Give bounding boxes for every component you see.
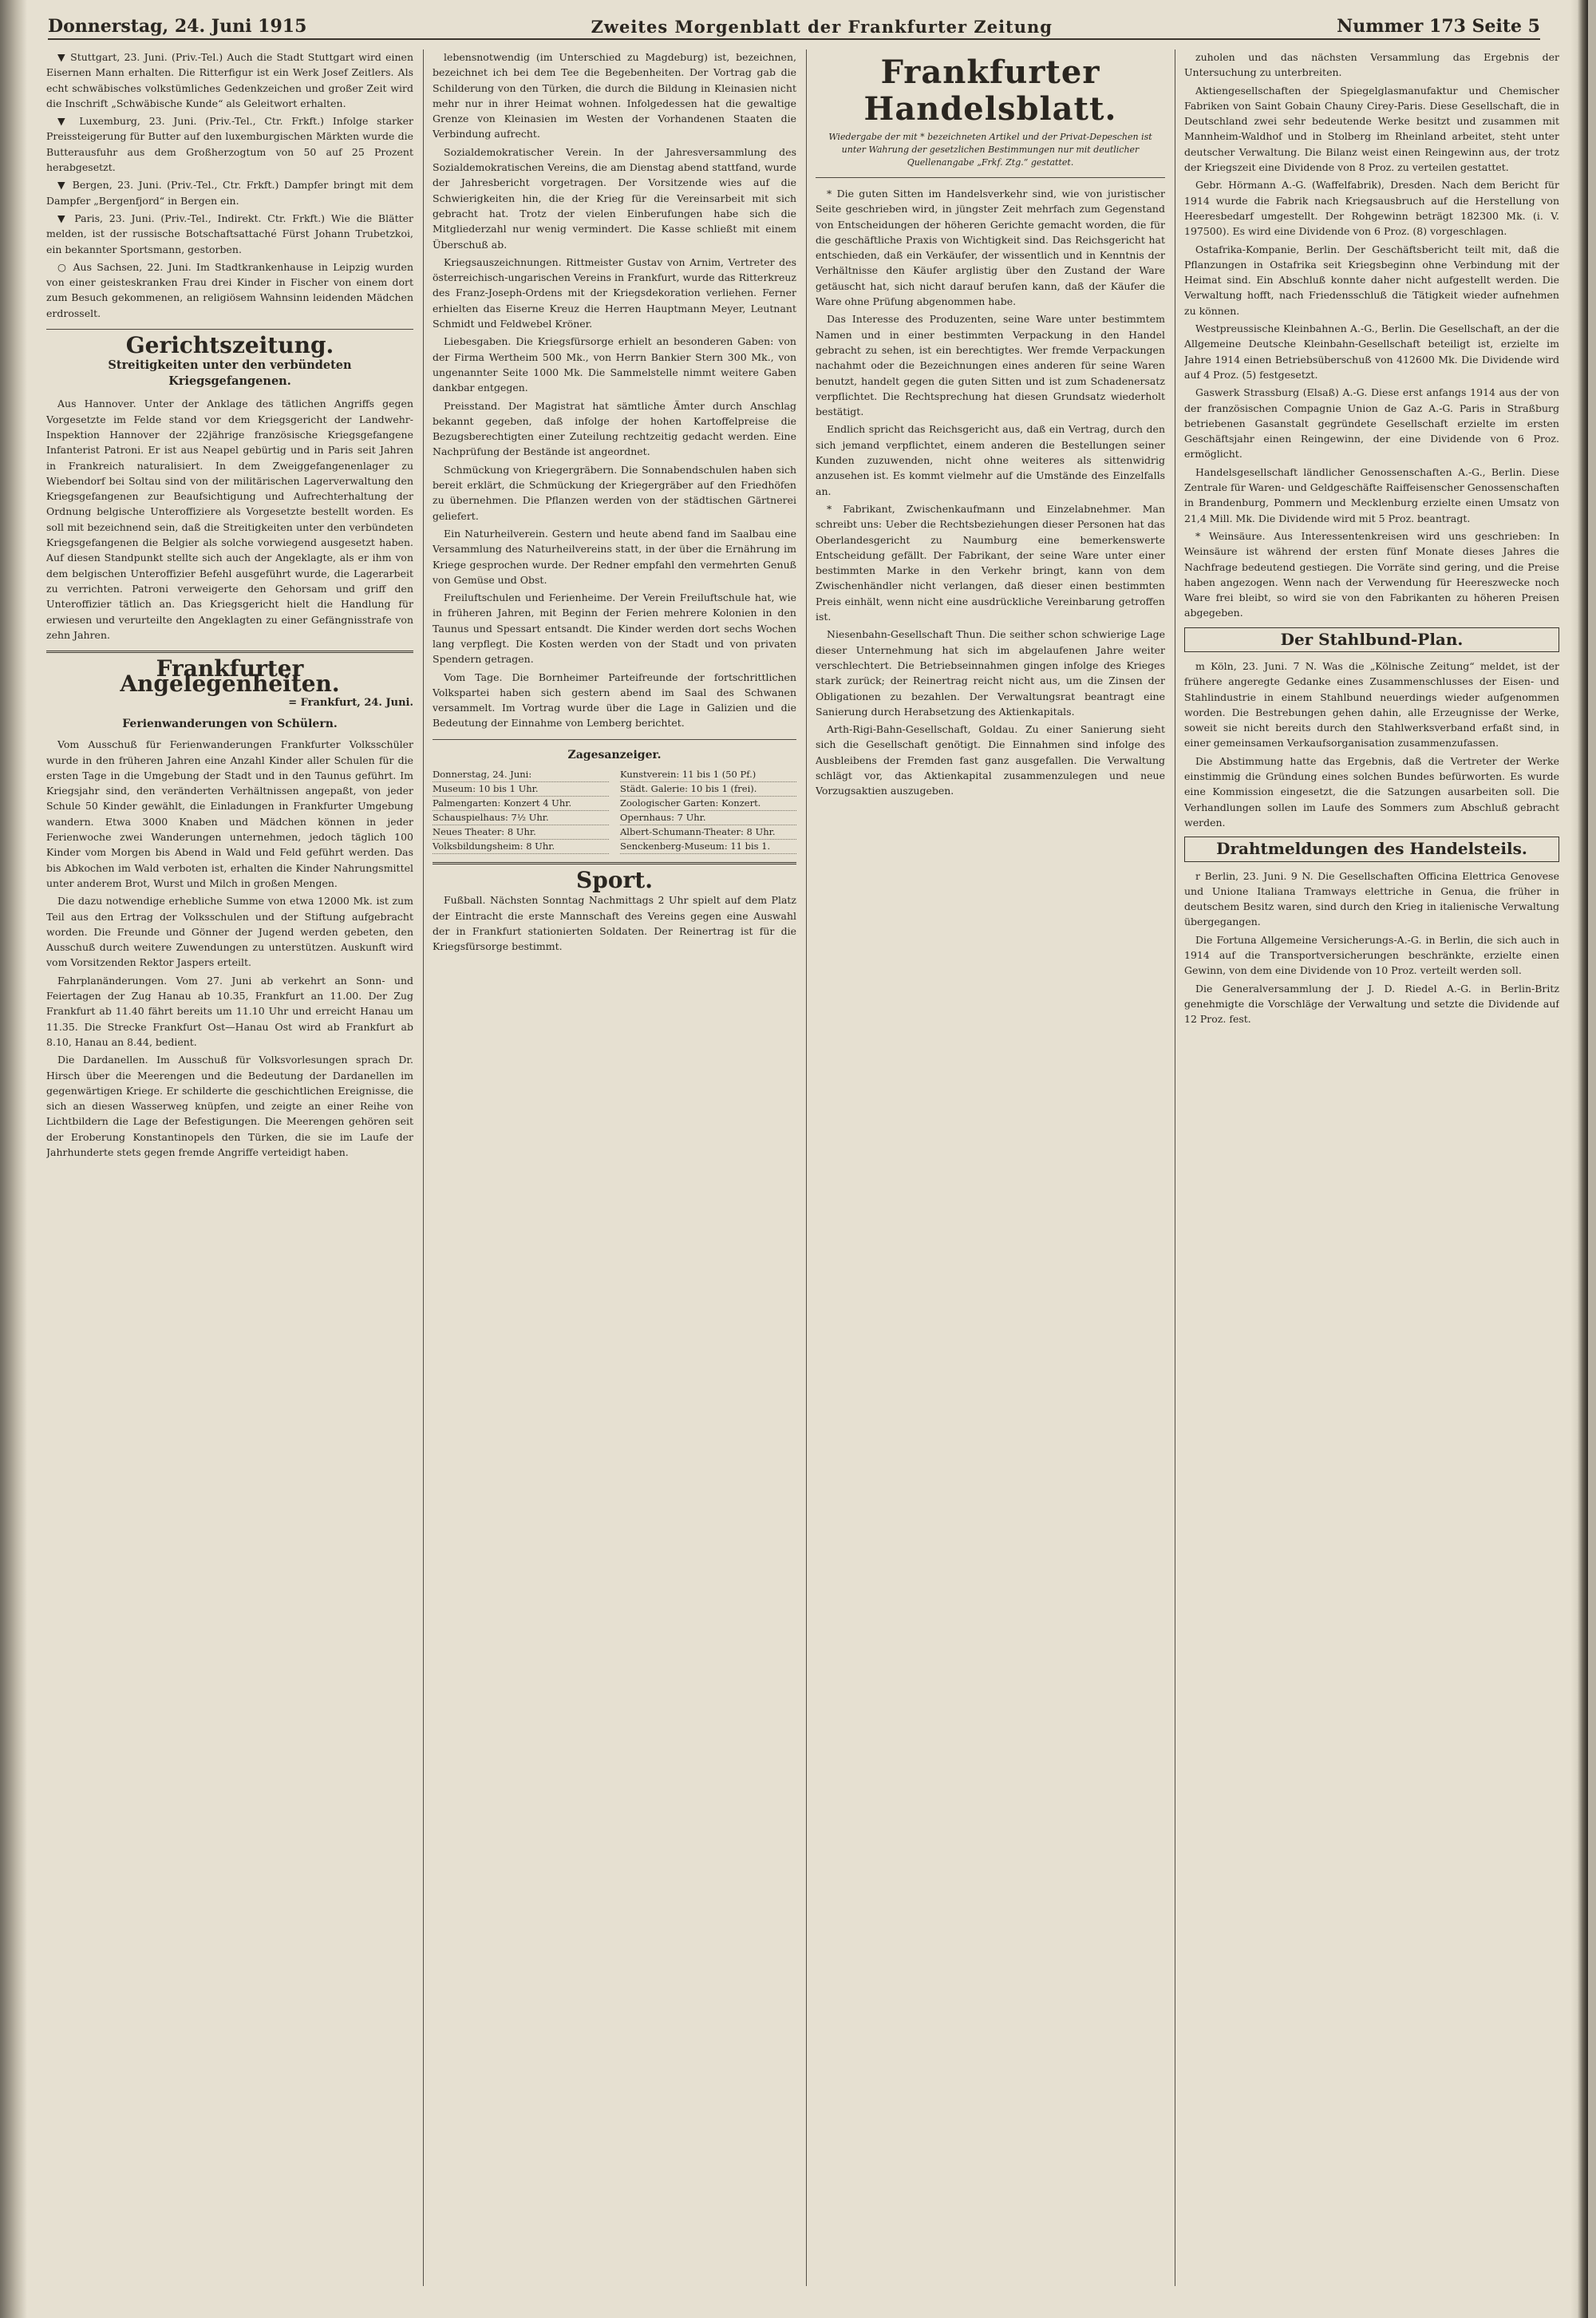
- wire-reports-title: Drahtmeldungen des Handelsteils.: [1184, 837, 1559, 861]
- article-body: Endlich spricht das Reichsgericht aus, daß ein Vertrag, durch den sich jemand verpflichtet, einem anderen die Bestellungen seiner Kunden zuzuwenden, nicht ohne weiteres als sittenwidrig anzusehen ist. Es kommt vielmehr auf die Umstände des Einzelfalls an.: [816, 423, 1165, 497]
- article-body: Freiluftschulen und Ferienheime. Der Verein Freiluftschule hat, wie in früheren Jahren, mit Beginn der Ferien mehrere Kolonien in den Taunus und Spessart entsandt. Die Kinder werden dort sechs Wochen lang verpflegt. Die Kosten werden von der Stadt und von privaten Spendern getragen.: [433, 591, 796, 666]
- binding-gutter: [0, 0, 27, 2318]
- article-body: m Köln, 23. Juni. 7 N. Was die „Kölnische Zeitung“ meldet, ist der frühere angeregte Gedanke eines Zusammenschlusses der Eisen- und Stahlindustrie in einem Stahlbund neuerdings wieder aufgenommen worden. Die Bestrebungen gehen dahin, alle Erzeugnisse der Werke, soweit sie nicht bereits durch den Stahlwerksverband erfaßt sind, in einer gemeinsamen Verkaufsorganisation zusammenzufassen.: [1184, 659, 1559, 750]
- article-body: Aktiengesellschaften der Spiegelglasmanufaktur und Chemischer Fabriken von Saint Gobain Chauny Cirey-Paris. Diese Gesellschaft, die in Deutschland zwei sehr bedeutende Werke besitzt und zusammen mit Mannheim-Waldhof und in Stolberg im Rheinland arbeitet, steht unter deutscher Verwaltung. Die Bilanz weist einen Reingewinn aus, der trotz der Kriegszeit eine Dividende von 8 Proz. zu verteilen gestattet.: [1184, 84, 1559, 174]
- article-body: zuholen und das nächsten Versammlung das Ergebnis der Untersuchung zu unterbreiten.: [1184, 51, 1559, 79]
- local-subtitle: Ferienwanderungen von Schülern.: [122, 717, 338, 730]
- article-body: Preisstand. Der Magistrat hat sämtliche Ämter durch Anschlag bekannt gegeben, daß infolge der hohen Kartoffelpreise die Bezugsberechtigten einer Zuteilung rechtzeitig gedacht werden. Eine Nachprüfung der Bestände ist angeordnet.: [433, 399, 796, 458]
- article-body: Liebesgaben. Die Kriegsfürsorge erhielt an besonderen Gaben: von der Firma Wertheim 500 Mk., von Herrn Bankier Stern 300 Mk., von ungenannter Seite 1000 Mk. Die Sammelstelle nimmt weitere Gaben dankbar entgegen.: [433, 335, 796, 394]
- local-section-title: Frankfurter Angelegenheiten.: [120, 655, 340, 698]
- calendar-entry: Opernhaus: 7 Uhr.: [620, 811, 796, 825]
- calendar-entry: Donnerstag, 24. Juni:: [433, 768, 609, 782]
- article-body: Westpreussische Kleinbahnen A.-G., Berlin. Die Gesellschaft, an der die Allgemeine Deutsche Kleinbahn-Gesellschaft beteiligt ist, erzielte im Jahre 1914 einen Betriebsüberschuß von 412600 Mk. Die Dividende wird auf 4 Proz. (5) festgesetzt.: [1184, 322, 1559, 381]
- column-2: [433, 49, 796, 2286]
- news-item: ▼ Bergen, 23. Juni. (Priv.-Tel., Ctr. Frkft.) Dampfer bringt mit dem Dampfer „Bergenfjord“ in Bergen ein.: [46, 179, 413, 207]
- sport-section-title: Sport.: [576, 867, 653, 894]
- court-section-title: Gerichtszeitung.: [125, 332, 334, 359]
- divider: [816, 177, 1165, 178]
- dateline: = Frankfurt, 24. Juni.: [288, 696, 413, 709]
- article-body: Ein Naturheilverein. Gestern und heute abend fand im Saalbau eine Versammlung des Naturheilvereins statt, in der über die Ernährung im Kriege gesprochen wurde. Der Redner empfahl den vermehrten Genuß von Gemüse und Obst.: [433, 527, 796, 586]
- reprint-notice: Wiedergabe der mit * bezeichneten Artikel und der Privat-Depeschen ist unter Wahrung der gesetzlichen Bestimmungen nur mit deutlicher Quellenangabe „Frkf. Ztg.“ gestattet.: [828, 132, 1152, 168]
- article-body: Handelsgesellschaft ländlicher Genossenschaften A.-G., Berlin. Diese Zentrale für Waren- und Geldgeschäfte Raiffeisenscher Genossenschaften in Brandenburg, Pommern und Mecklenburg erzielte einen Umsatz von 21,4 Mill. Mk. Die Dividende wird mit 5 Proz. beantragt.: [1184, 465, 1559, 524]
- calendar-entry: Schauspielhaus: 7½ Uhr.: [433, 811, 609, 825]
- column-1: [46, 49, 413, 2286]
- calendar-entry: Zoologischer Garten: Konzert.: [620, 797, 796, 811]
- article-body: Fahrplanänderungen. Vom 27. Juni ab verkehrt an Sonn- und Feiertagen der Zug Hanau ab 10.35, Frankfurt an 11.00. Der Zug Frankfurt ab 11.40 fährt bereits um 11.10 Uhr und erreicht Hanau um 11.35. Die Strecke Frankfurt Ost—Hanau Ost wird ab Frankfurt ab 8.10, Hanau an 8.44, bedient.: [46, 974, 413, 1048]
- column-rule: [806, 49, 807, 2286]
- news-item: ▼ Luxemburg, 23. Juni. (Priv.-Tel., Ctr. Frkft.) Infolge starker Preissteigerung für Butter auf den luxemburgischen Märkten wurde die Butterausfuhr aus dem Großherzogtum von 50 auf 25 Prozent herabgesetzt.: [46, 115, 413, 174]
- article-body: Arth-Rigi-Bahn-Gesellschaft, Goldau. Zu einer Sanierung sieht sich die Gesellschaft genötigt. Die Einnahmen sind infolge des Ausbleibens der Fremden fast ganz ausgefallen. Die Verwaltung schlägt vor, das Aktienkapital zusammenzulegen und neue Vorzugsaktien auszugeben.: [816, 723, 1165, 797]
- calendar-entry: Senckenberg-Museum: 11 bis 1.: [620, 840, 796, 854]
- calendar-entry: Palmengarten: Konzert 4 Uhr.: [433, 797, 609, 811]
- calendar-entry: Albert-Schumann-Theater: 8 Uhr.: [620, 825, 796, 840]
- column-4: [1184, 49, 1559, 2286]
- article-body: Fußball. Nächsten Sonntag Nachmittags 2 Uhr spielt auf dem Platz der Eintracht die erste Mannschaft des Vereins gegen eine Auswahl der in Frankfurt stationierten Soldaten. Der Reinertrag ist für die Kriegsfürsorge bestimmt.: [433, 894, 796, 953]
- header-title: Zweites Morgenblatt der Frankfurter Zeitung: [591, 16, 1053, 37]
- article-body: Das Interesse des Produzenten, seine Ware unter bestimmtem Namen und in einer bestimmten Verpackung in den Handel gebracht zu sehen, ist ein berechtigtes. Wer fremde Verpackungen nachahmt oder die Bezeichnungen eines anderen für seine Waren benutzt, handelt gegen die guten Sitten und ist zum Schadenersatz verpflichtet. Die Rechtsprechung hat diesen Grundsatz wiederholt bestätigt.: [816, 313, 1165, 418]
- calendar-entry: Kunstverein: 11 bis 1 (50 Pf.): [620, 768, 796, 782]
- article-body: Schmückung von Kriegergräbern. Die Sonnabendschulen haben sich bereit erklärt, die Schmückung der Kriegergräber auf den Friedhöfen zu übernehmen. Die Pflanzen werden von der städtischen Gärtnerei geliefert.: [433, 463, 796, 522]
- page-edge: [1570, 0, 1588, 2318]
- article-body: lebensnotwendig (im Unterschied zu Magdeburg) ist, bezeichnen, bezeichnet ich bei dem Tee die Begebenheiten. Der Vortrag gab die Schilderung von den Türken, die durch die Bildung in Kleinasien nicht mehr nur in ihrer Heimat wohnen. Infolgedessen hat die gewaltige Grenze von Kleinasien im Westen der Vorhandenen Staaten die Verbindung aufrecht.: [433, 51, 796, 140]
- calendar-entry: Volksbildungsheim: 8 Uhr.: [433, 840, 609, 854]
- article-body: * Fabrikant, Zwischenkaufmann und Einzelabnehmer. Man schreibt uns: Ueber die Rechtsbeziehungen dieser Personen hat das Oberlandesgericht zu Naumburg eine bemerkenswerte Entscheidung gefällt. Der Fabrikant, der seine Ware unter einer bestimmten Marke in den Verkehr bringt, kann von dem Zwischenhändler nicht verlangen, daß dieser einen bestimmten Preis einhält, wenn nicht eine ausdrückliche Vereinbarung getroffen ist.: [816, 502, 1165, 623]
- news-item: ▼ Stuttgart, 23. Juni. (Priv.-Tel.) Auch die Stadt Stuttgart wird einen Eisernen Mann erhalten. Die Ritterfigur ist ein Werk Josef Zeitlers. Als echt schwäbisches volkstümliches Gedenkzeichen und großer Zeit wird die Inschrift „Schwäbische Kunde“ als Geleitwort erhalten.: [46, 51, 413, 109]
- article-body: Vom Ausschuß für Ferienwanderungen Frankfurter Volksschüler wurde in den früheren Jahren eine Anzahl Kinder aller Schulen für die ersten Tage in die Umgebung der Stadt und in den Taunus geführt. Im Kriegsjahr sind, den veränderten Verhältnissen angepaßt, von jeder Schule 50 Kinder gewählt, die Einladungen in Frankfurter Umgebung wandern. Etwa 3000 Knaben und Mädchen können in jeder Ferienwoche zwei Wanderungen unternehmen, jedoch täglich 100 Kinder vom Morgen bis Abend in Wald und Feld geführt werden. Das bis Abkochen im Wald verboten ist, erhalten die Kinder Nahrungsmittel unter anderem Brot, Wurst und Milch in großen Mengen.: [46, 738, 413, 889]
- column-rule: [423, 49, 424, 2286]
- article-body: Aus Hannover. Unter der Anklage des tätlichen Angriffs gegen Vorgesetzte im Felde stand vor dem Kriegsgericht der Landwehr-Inspektion Hannover der 22jährige französische Kriegsgefangene Infanterist Patroni. Er ist aus Neapel gebürtig und in Paris seit Jahren in Frankreich naturalisiert. In dem Zweiggefangenenlager zu Wiebendorf bei Soltau sind von der militärischen Lagerverwaltung den Kriegsgefangenen zur Beaufsichtigung und Aufrechterhaltung der Ordnung belgische Unteroffiziere als Vorgesetzte bestellt worden. Es soll mit bezeichnend sein, daß die Streitigkeiten unter den verbündeten Kriegsgefangenen die Belgier als solche vorwiegend ausgesetzt haben. Auf diesen Standpunkt stellte sich auch der Angeklagte, als er ihm von dem belgischen Unteroffizier Befehl ausgeführt wurde, die Lagerarbeit zu verrichten. Patroni verweigerte den Gehorsam und griff den Unteroffizier tätlich an. Das Kriegsgericht hielt die Handlung für erwiesen und verurteilte den Angeklagten zu einer Gefängnisstrafe von zehn Jahren.: [46, 398, 413, 641]
- article-body: Niesenbahn-Gesellschaft Thun. Die seither schon schwierige Lage dieser Unternehmung hat sich im abgelaufenen Jahre weiter verschlechtert. Die Betriebseinnahmen gingen infolge des Krieges stark zurück; der Reinertrag reicht nicht aus, um die Zinsen der Obligationen zu bezahlen. Der Verwaltungsrat beantragt eine Sanierung durch Herabsetzung des Aktienkapitals.: [816, 628, 1165, 718]
- article-body: * Die guten Sitten im Handelsverkehr sind, wie von juristischer Seite geschrieben wird, in jüngster Zeit mehrfach zum Gegenstand von Entscheidungen der höheren Gerichte gemacht worden, die für die geschäftliche Praxis von Wichtigkeit sind. Das Reichsgericht hat entschieden, daß ein Verkäufer, der wissentlich und in Kenntnis der Verhältnisse den Käufer arglistig über den Zustand der Ware getäuscht hat, sich nicht darauf berufen kann, daß der Käufer die Ware ohne Prüfung abgenommen habe.: [816, 188, 1165, 308]
- news-item: ▼ Paris, 23. Juni. (Priv.-Tel., Indirekt. Ctr. Frkft.) Wie die Blätter melden, ist der russische Botschaftsattaché Fürst Johann Trubetzkoi, ein bekannter Sportsmann, gestorben.: [46, 212, 413, 255]
- divider: [433, 739, 796, 740]
- article-body: Gaswerk Strassburg (Elsaß) A.-G. Diese erst anfangs 1914 aus der von der französischen Compagnie Union de Gaz A.-G. Paris in Straßburg betriebenen Gasanstalt gegründete Gesellschaft erzielte im ersten Geschäftsjahr einen Reingewinn, der eine Dividende von 6 Proz. ermöglicht.: [1184, 386, 1559, 461]
- article-body: Die Abstimmung hatte das Ergebnis, daß die Vertreter der Werke einstimmig die Gründung eines solchen Bundes befürworten. Es wurde eine Kommission eingesetzt, die die Satzungen ausarbeiten soll. Die Verhandlungen sollen im Laufe des Sommers zum Abschluß gebracht werden.: [1184, 754, 1559, 829]
- article-body: Die Dardanellen. Im Ausschuß für Volksvorlesungen sprach Dr. Hirsch über die Meerengen und die Bedeutung der Dardanellen im gegenwärtigen Kriege. Er schilderte die geschichtlichen Ereignisse, die sich an diesen Wasserweg knüpfen, und zeigte an einer Reihe von Lichtbildern die Lage der Befestigungen. Die Meerengen gehören seit der Eroberung Konstantinopels den Türken, die sie im Laufe der Jahrhunderte stets gegen fremde Angriffe verteidigt haben.: [46, 1054, 413, 1158]
- article-body: * Weinsäure. Aus Interessentenkreisen wird uns geschrieben: In Weinsäure ist während der ersten fünf Monate dieses Jahres die Nachfrage bedeutend gestiegen. Die Vorräte sind gering, und die Preise haben angezogen. Wenn nach der Verwendung für Heereszwecke noch Ware frei bleibt, so wird sie von den Fabrikanten zu höheren Preisen abgegeben.: [1184, 529, 1559, 619]
- article-body: Die dazu notwendige erhebliche Summe von etwa 12000 Mk. ist zum Teil aus den Ertrag der Volksschulen und der Stiftung aufgebracht worden. Die Freunde und Gönner der Jugend werden gebeten, den Ausschuß durch weitere Zuwendungen zu unterstützen. Auskunft wird vom Vorsitzenden Rektor Jaspers erteilt.: [46, 895, 413, 969]
- article-body: Die Generalversammlung der J. D. Riedel A.-G. in Berlin-Britz genehmigte die Vorschläge der Verwaltung und setzte die Dividende auf 12 Proz. fest.: [1184, 982, 1559, 1026]
- calendar-entry: Städt. Galerie: 10 bis 1 (frei).: [620, 782, 796, 797]
- divider: [433, 862, 796, 864]
- news-item: ○ Aus Sachsen, 22. Juni. Im Stadtkrankenhause in Leipzig wurden von einer geisteskranken Frau drei Kinder in Fischer von einem dort zum Besuch gekommenen, an religiösem Wahnsinn leidenden Mädchen erdrosselt.: [46, 260, 413, 319]
- stahlbund-title: Der Stahlbund-Plan.: [1184, 627, 1559, 652]
- calendar-table: [433, 768, 796, 854]
- divider: [46, 329, 413, 330]
- column-3: [816, 49, 1165, 2286]
- article-body: Gebr. Hörmann A.-G. (Waffelfabrik), Dresden. Nach dem Bericht für 1914 wurde die Fabrik nach Kriegsausbruch auf die Herstellung von Heeresbedarf umgestellt. Der Rohgewinn beträgt 182300 Mk. (i. V. 197500). Es wird eine Dividende von 6 Proz. (8) vorgeschlagen.: [1184, 179, 1559, 238]
- article-body: Ostafrika-Kompanie, Berlin. Der Geschäftsbericht teilt mit, daß die Pflanzungen in Ostafrika seit Kriegsbeginn ohne Verbindung mit der Heimat sind. Ein Abschluß konnte daher nicht aufgestellt werden. Die Verwaltung hofft, nach Friedensschluß die Tätigkeit wieder aufnehmen zu können.: [1184, 243, 1559, 317]
- divider: [46, 651, 413, 653]
- article-body: Vom Tage. Die Bornheimer Parteifreunde der fortschrittlichen Volkspartei haben sich gestern abend im Saal des Schwanen versammelt. Im Vortrag wurde über die Lage in Galizien und die Bedeutung der Einnahme von Lemberg berichtet.: [433, 670, 796, 730]
- article-body: Sozialdemokratischer Verein. In der Jahresversammlung des Sozialdemokratischen Vereins, die am Dienstag abend stattfand, wurde der Jahresbericht vorgetragen. Der Vorsitzende wies auf die Schwierigkeiten hin, die der Krieg für die Vereinsarbeit mit sich gebracht hat. Trotz der vielen Einberufungen habe sich die Mitgliederzahl nur wenig vermindert. Die Kasse schließt mit einem Überschuß ab.: [433, 145, 796, 251]
- header-page-number: Nummer 173 Seite 5: [1337, 16, 1540, 37]
- article-body: r Berlin, 23. Juni. 9 N. Die Gesellschaften Officina Elettrica Genovese und Unione Italiana Tramways elettriche in Genua, die früher in deutschem Besitz waren, sind durch den Krieg in italienische Verwaltung übergegangen.: [1184, 869, 1559, 928]
- article-body: Die Fortuna Allgemeine Versicherungs-A.-G. in Berlin, die sich auch in 1914 auf die Transportversicherungen beschränkte, erzielte einen Gewinn, von dem eine Dividende von 10 Proz. verteilt werden soll.: [1184, 933, 1559, 977]
- header-date: Donnerstag, 24. Juni 1915: [48, 16, 307, 37]
- court-subtitle: Streitigkeiten unter den verbündeten Kriegsgefangenen.: [108, 358, 352, 389]
- calendar-title: Zagesanzeiger.: [567, 748, 662, 761]
- calendar-entry: Neues Theater: 8 Uhr.: [433, 825, 609, 840]
- calendar-entry: Museum: 10 bis 1 Uhr.: [433, 782, 609, 797]
- article-body: Kriegsauszeichnungen. Rittmeister Gustav von Arnim, Vertreter des österreichisch-ungarischen Vereins in Frankfurt, wurde das Ritterkreuz des Franz-Joseph-Ordens mit der Kriegsdekoration verliehen. Ferner erhielten das Eiserne Kreuz die Herren Hauptmann Meyer, Leutnant Schmidt und Feldwebel Kröner.: [433, 255, 796, 330]
- page-header: [48, 14, 1540, 40]
- handelsblatt-masthead: Frankfurter Handelsblatt.: [863, 53, 1117, 128]
